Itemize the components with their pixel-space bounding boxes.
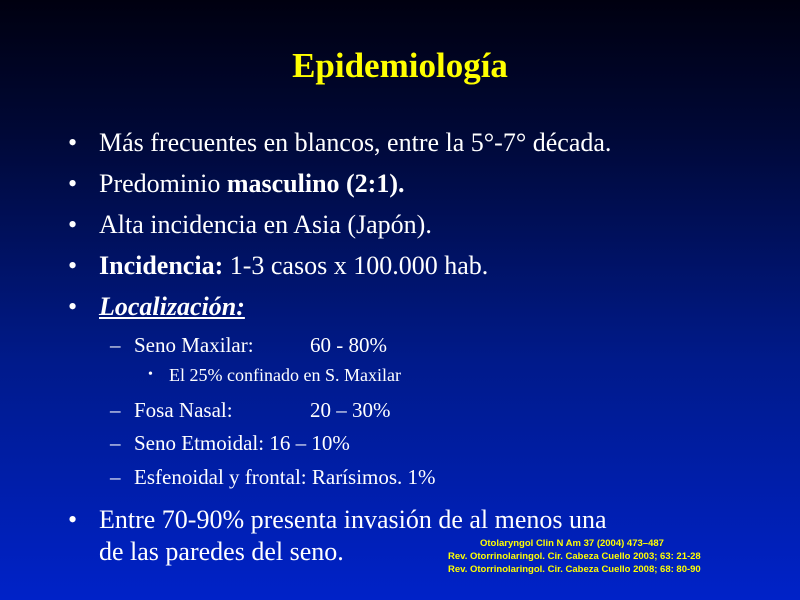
subsub-item-text: El 25% confinado en S. Maxilar — [169, 365, 401, 385]
sub-item-label: Seno Maxilar: — [134, 333, 254, 357]
bullet-icon: • — [68, 169, 78, 198]
bullet-text-line-1: Entre 70-90% presenta invasión de al menos una — [99, 505, 607, 534]
bullet-text: Alta incidencia en Asia (Japón). — [99, 210, 432, 239]
sub-item-value: 60 - 80% — [310, 333, 387, 357]
sub-item-label: Fosa Nasal: — [134, 398, 233, 422]
bullet-text-normal: 1-3 casos x 100.000 hab. — [223, 251, 489, 280]
bullet-icon: • — [68, 210, 78, 239]
bullet-text: Localización: — [99, 292, 245, 321]
sub-item-text: Seno Etmoidal: 16 – 10% — [134, 431, 350, 455]
dash-icon: – — [110, 431, 121, 455]
dash-icon: – — [110, 333, 121, 357]
bullet-text-normal: Predominio — [99, 169, 227, 198]
bullet-text-bold: masculino (2:1). — [226, 169, 405, 198]
slide-title: Epidemiología — [292, 46, 508, 85]
sub-item-text: Esfenoidal y frontal: Rarísimos. 1% — [134, 465, 436, 489]
bullet-icon: • — [68, 505, 78, 534]
sub-item-value: 20 – 30% — [310, 398, 391, 422]
bullet-text — [99, 249, 488, 283]
bullet-icon: • — [68, 251, 78, 280]
reference-2: Rev. Otorrinolaringol. Cir. Cabeza Cuello 2003; 63: 21-28 — [448, 551, 701, 562]
dash-icon: – — [110, 465, 121, 489]
bullet-icon: • — [68, 292, 78, 321]
references — [448, 537, 738, 576]
bullet-text-line-2: de las paredes del seno. — [99, 537, 344, 566]
dash-icon: – — [110, 398, 121, 422]
bullet-icon: • — [148, 367, 153, 382]
bullet-text: Más frecuentes en blancos, entre la 5°-7° década. — [99, 128, 612, 157]
bullet-text — [99, 167, 405, 201]
reference-3: Rev. Otorrinolaringol. Cir. Cabeza Cuello 2008; 68: 80-90 — [448, 564, 701, 575]
reference-1: Otolaryngol Clin N Am 37 (2004) 473–487 — [480, 538, 664, 549]
bullet-text-bold: Incidencia: — [99, 251, 224, 280]
bullet-icon: • — [68, 128, 78, 157]
